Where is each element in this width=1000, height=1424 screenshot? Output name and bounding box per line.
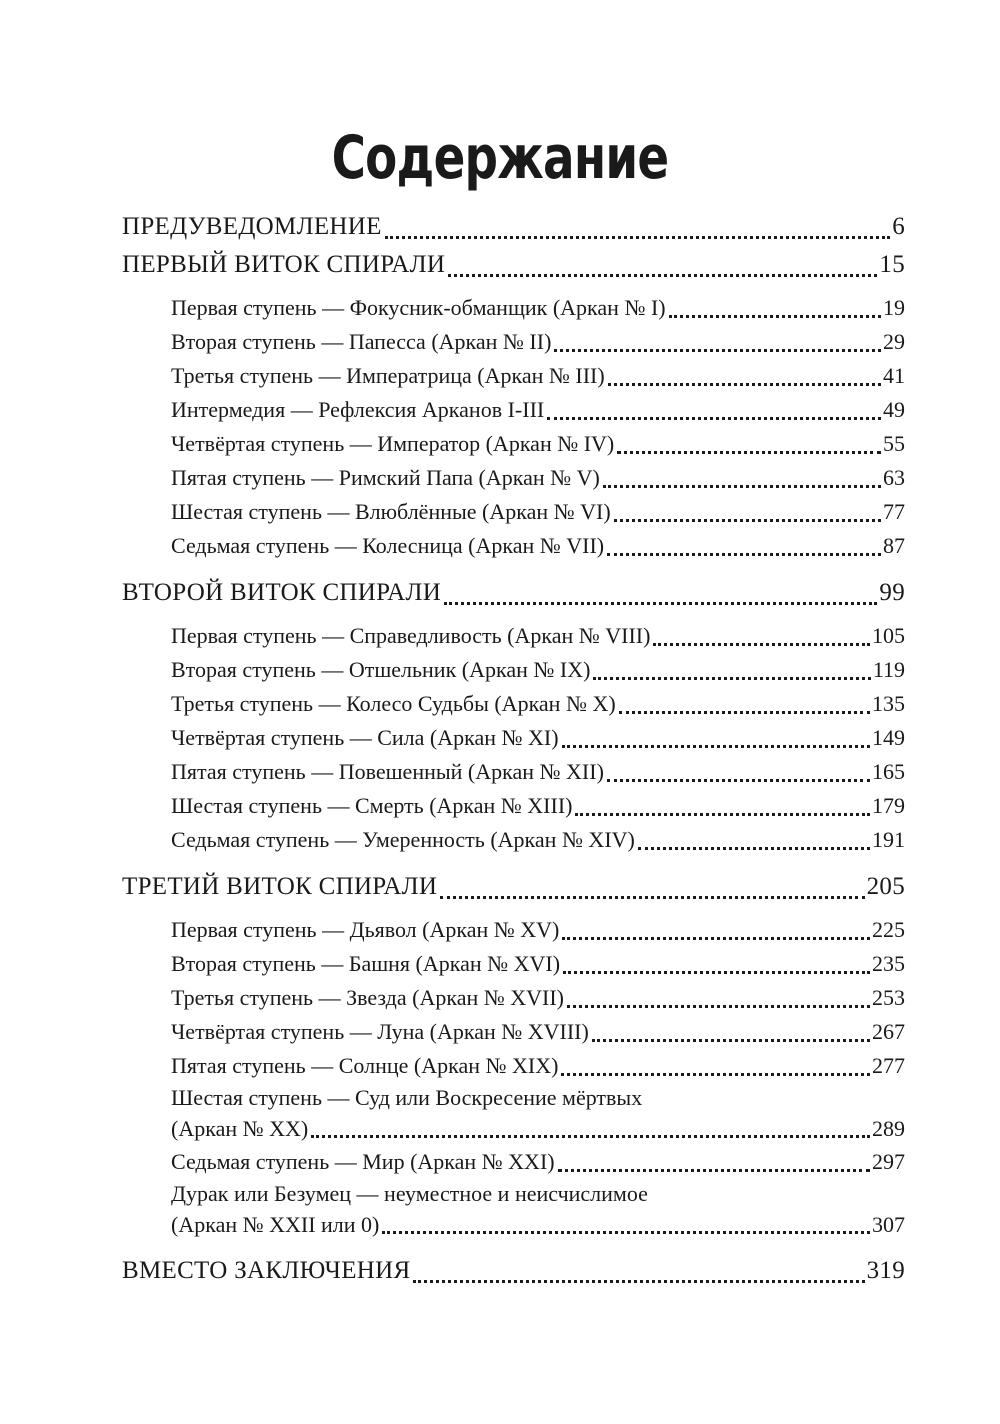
dot-leader [592,1039,870,1042]
dot-leader [311,1135,870,1138]
dot-leader [558,1169,870,1172]
toc-item[interactable] [122,359,905,393]
toc-page-number: 307 [872,1212,905,1237]
toc-item[interactable] [122,619,905,653]
toc-entry-label: Третья ступень — Императрица (Аркан № III) [171,363,605,388]
toc-part[interactable] [122,868,905,906]
toc-entry-label: Первая ступень — Фокусник-обманщик (Аркан № I) [171,295,666,320]
toc-item[interactable] [122,1179,905,1241]
toc-page-number: 289 [872,1116,905,1141]
toc-entry-label: Шестая ступень — Влюблённые (Аркан № VI) [171,499,611,524]
toc-page-number: 149 [872,725,905,750]
toc-entry-label: Седьмая ступень — Умеренность (Аркан № XIV) [171,827,635,852]
toc-page-number: 41 [883,363,905,388]
toc-entry-label: ВМЕСТО ЗАКЛЮЧЕНИЯ [122,1257,411,1284]
toc-page-number: 6 [892,213,905,240]
dot-leader [413,1280,864,1283]
toc-item[interactable] [122,981,905,1015]
toc-item[interactable] [122,461,905,495]
dot-leader [440,896,864,899]
toc-page-number: 297 [872,1149,905,1174]
toc-part[interactable] [122,208,905,246]
toc-page-number: 135 [872,691,905,716]
toc-entry-label-continued: (Аркан № XXII или 0) [171,1212,380,1237]
toc-page-number: 55 [883,431,905,456]
toc-item[interactable] [122,687,905,721]
dot-leader [614,519,881,522]
toc-entry-label: Интермедия — Рефлексия Арканов I-III [171,397,545,422]
toc-entry-label: Вторая ступень — Отшельник (Аркан № IX) [171,657,591,682]
dot-leader [547,417,881,420]
toc-page-number: 205 [866,873,905,900]
toc-entry-label: ВТОРОЙ ВИТОК СПИРАЛИ [122,579,442,606]
toc-entry-label: Четвёртая ступень — Луна (Аркан № XVIII) [171,1019,589,1044]
toc-item[interactable] [122,495,905,529]
toc-entry-label: ТРЕТИЙ ВИТОК СПИРАЛИ [122,873,438,900]
toc-page-number: 49 [883,397,905,422]
toc-page-number: 119 [872,657,905,682]
dot-leader [617,451,881,454]
dot-leader [653,643,870,646]
toc-entry-label: Пятая ступень — Римский Папа (Аркан № V) [171,465,600,490]
toc-item[interactable] [122,1083,905,1145]
toc-entry-label: Четвёртая ступень — Сила (Аркан № XI) [171,725,559,750]
toc-item[interactable] [122,755,905,789]
toc-entry-label: Вторая ступень — Башня (Аркан № XVI) [171,951,561,976]
toc-entry-label: Седьмая ступень — Колесница (Аркан № VII) [171,533,605,558]
toc-page-number: 99 [879,579,905,606]
toc-item[interactable] [122,947,905,981]
toc-item-line [171,1113,905,1145]
toc-entry-label: Шестая ступень — Смерть (Аркан № XIII) [171,793,573,818]
toc-page-number: 15 [879,251,905,278]
dot-leader [669,315,881,318]
toc-item[interactable] [122,1015,905,1049]
toc-page-number: 267 [872,1019,905,1044]
dot-leader [603,485,881,488]
dot-leader [448,274,877,277]
dot-leader [593,677,870,680]
toc-item[interactable] [122,1049,905,1083]
toc-entry-label: Третья ступень — Звезда (Аркан № XVII) [171,985,564,1010]
toc-entry-label: Первая ступень — Справедливость (Аркан № VIII) [171,623,651,648]
dot-leader [607,779,870,782]
toc-item[interactable] [122,1145,905,1179]
toc-item-line [171,1209,905,1241]
dot-leader [575,813,870,816]
toc-entry-label: Шестая ступень — Суд или Воскресение мёртвых [171,1085,643,1110]
toc-entry-label: Первая ступень — Дьявол (Аркан № XV) [171,917,560,942]
table-of-contents [122,208,905,1290]
toc-entry-label: Пятая ступень — Солнце (Аркан № XIX) [171,1053,559,1078]
toc-entry-label: Третья ступень — Колесо Судьбы (Аркан № X) [171,691,616,716]
toc-item[interactable] [122,529,905,563]
toc-page-number: 253 [872,985,905,1010]
dot-leader [607,553,881,556]
page-title: Содержание [331,123,669,193]
dot-leader [554,349,881,352]
toc-page-number: 225 [872,917,905,942]
toc-item[interactable] [122,789,905,823]
toc-item[interactable] [122,325,905,359]
toc-entry-label: ПРЕДУВЕДОМЛЕНИЕ [122,213,382,240]
dot-leader [382,1231,870,1234]
toc-item[interactable] [122,291,905,325]
toc-page-number: 87 [883,533,905,558]
toc-entry-label: Дурак или Безумец — неуместное и неисчислимое [171,1181,648,1206]
toc-entry-label: Седьмая ступень — Мир (Аркан № XXI) [171,1149,555,1174]
toc-item[interactable] [122,653,905,687]
dot-leader [444,602,877,605]
toc-page-number: 29 [883,329,905,354]
dot-leader [385,236,891,239]
toc-page-number: 63 [883,465,905,490]
toc-page-number: 235 [872,951,905,976]
dot-leader [562,937,870,940]
dot-leader [638,847,870,850]
toc-part[interactable] [122,1252,905,1290]
toc-item[interactable] [122,393,905,427]
dot-leader [608,383,881,386]
toc-page-number: 179 [872,793,905,818]
toc-page-number: 319 [866,1257,905,1284]
toc-page-number: 165 [872,759,905,784]
toc-page-number: 277 [872,1053,905,1078]
toc-page-number: 77 [883,499,905,524]
toc-part[interactable] [122,574,905,612]
toc-entry-label: Вторая ступень — Папесса (Аркан № II) [171,329,552,354]
toc-entry-label: Пятая ступень — Повешенный (Аркан № XII) [171,759,604,784]
toc-item[interactable] [122,823,905,857]
toc-part[interactable] [122,246,905,284]
toc-page-number: 19 [883,295,905,320]
toc-page-number: 191 [872,827,905,852]
dot-leader [567,1005,870,1008]
toc-item[interactable] [122,427,905,461]
dot-leader [561,1073,870,1076]
toc-entry-label: ПЕРВЫЙ ВИТОК СПИРАЛИ [122,251,446,278]
toc-page-number: 105 [872,623,905,648]
dot-leader [563,971,870,974]
dot-leader [619,711,870,714]
toc-entry-label-continued: (Аркан № XX) [171,1116,309,1141]
dot-leader [562,745,870,748]
toc-item[interactable] [122,721,905,755]
toc-item[interactable] [122,913,905,947]
toc-entry-label: Четвёртая ступень — Император (Аркан № IV) [171,431,615,456]
